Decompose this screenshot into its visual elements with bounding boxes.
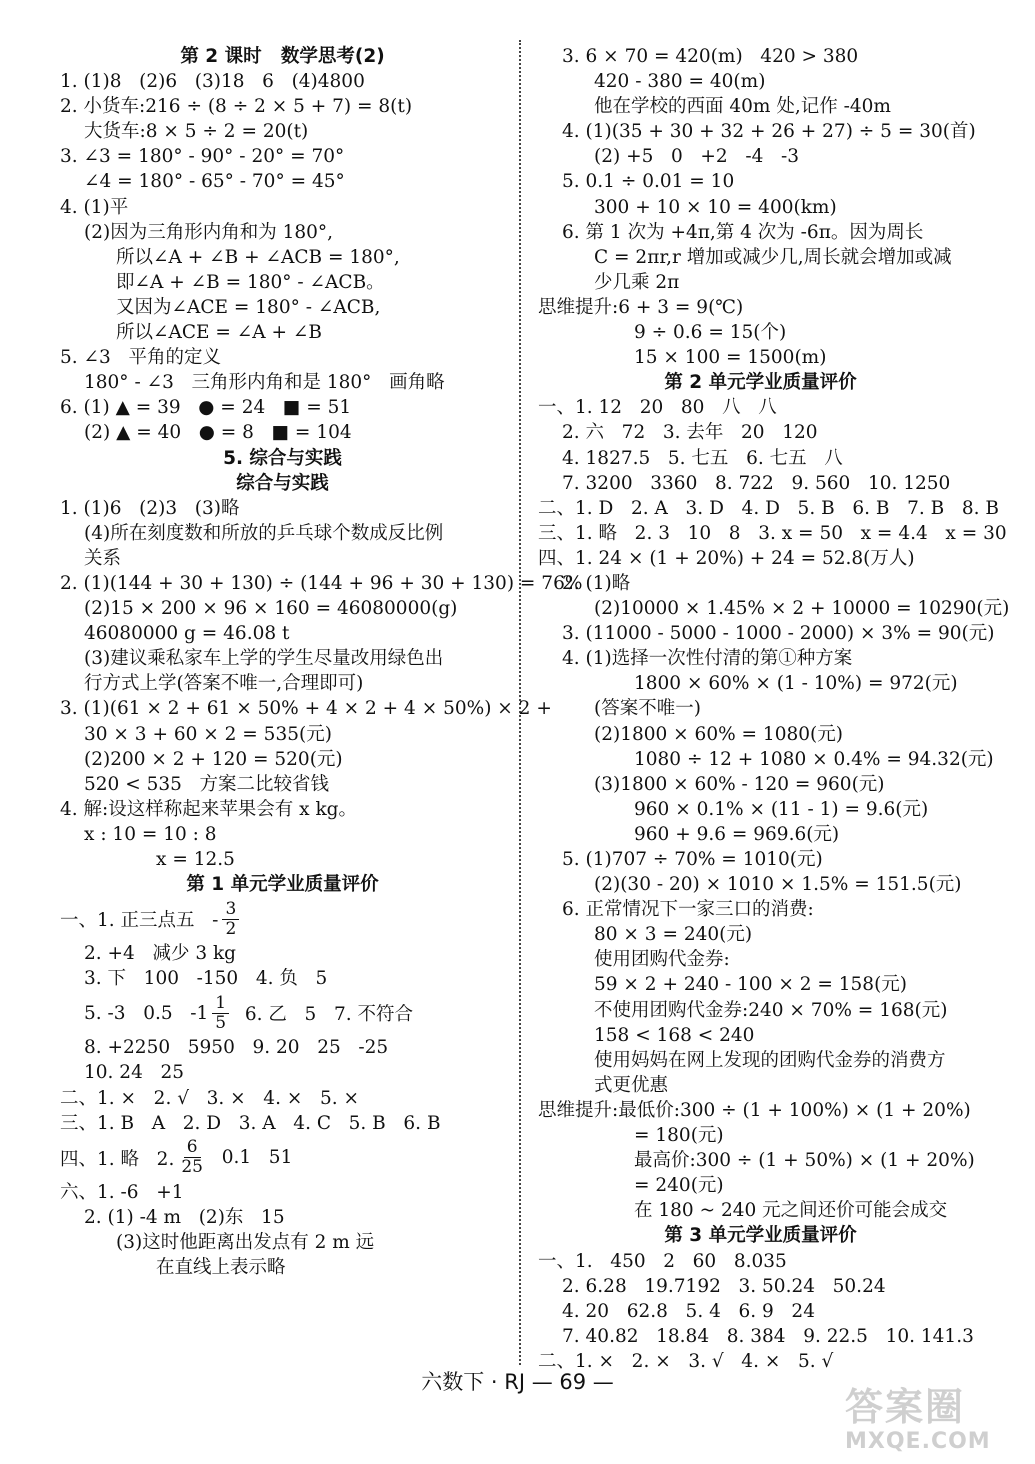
answer-line: (2)(30 - 20) × 1010 × 1.5% = 151.5(元) <box>594 874 962 896</box>
answer-line: 10. 24 25 <box>84 1062 185 1084</box>
answer-line: 4. 解:设这样称起来苹果会有 x kg。 <box>60 798 358 820</box>
section-heading: 第 1 单元学业质量评价 <box>186 874 379 896</box>
answer-line: 2. 6.28 19.7192 3. 50.24 50.24 <box>562 1275 886 1297</box>
fraction <box>222 900 239 939</box>
answer-line: (4)所在刻度数和所放的乒乓球个数成反比例 <box>84 522 444 544</box>
answer-line: C = 2πr,r 增加或减少几,周长就会增加或减 <box>594 246 952 268</box>
answer-line: 2. 六 72 3. 去年 20 120 <box>562 422 818 444</box>
answer-line: 三、1. B A 2. D 3. A 4. C 5. B 6. B <box>60 1112 441 1134</box>
answer-line: 4. (1)(35 + 30 + 32 + 26 + 27) ÷ 5 = 30(首) <box>562 121 976 143</box>
answer-text: 5. -3 0.5 -1 <box>84 1002 209 1024</box>
answer-line: 1080 ÷ 12 + 1080 × 0.4% = 94.32(元) <box>634 748 994 770</box>
answer-line: 关系 <box>84 547 122 569</box>
answer-line: (2) ▲ = 40 ● = 8 ■ = 104 <box>84 422 352 444</box>
answer-line: 80 × 3 = 240(元) <box>594 924 753 946</box>
answer-line: (3)建议乘私家车上学的学生尽量改用绿色出 <box>84 648 444 670</box>
answer-text: 一、1. 正三点五 - <box>60 910 219 932</box>
answer-line: 9 ÷ 0.6 = 15(个) <box>634 322 787 344</box>
answer-line: 7. 3200 3360 8. 722 9. 560 10. 1250 <box>562 472 951 494</box>
left-column <box>60 44 583 1280</box>
answer-line: 4. 20 62.8 5. 4 6. 9 24 <box>562 1300 815 1322</box>
answer-line: 2. (1) -4 m (2)东 15 <box>84 1206 285 1228</box>
answer-line: 6. (1) ▲ = 39 ● = 24 ■ = 51 <box>60 397 352 419</box>
answer-line: 式更优惠 <box>594 1074 669 1096</box>
answer-line: 三、1. 略 2. 3 10 8 3. x = 50 x = 4.4 x = 30 <box>538 522 1007 544</box>
answer-line: 二、1. × 2. × 3. √ 4. × 5. √ <box>538 1350 834 1372</box>
answer-line: 使用妈妈在网上发现的团购代金券的消费方 <box>594 1049 946 1071</box>
watermark-logo <box>845 1376 1025 1458</box>
answer-line: 不使用团购代金券:240 × 70% = 168(元) <box>594 999 948 1021</box>
answer-line: 1. (1)6 (2)3 (3)略 <box>60 497 240 519</box>
answer-line: 960 + 9.6 = 969.6(元) <box>634 823 840 845</box>
answer-line: 3. (11000 - 5000 - 1000 - 2000) × 3% = 90(元) <box>562 623 995 645</box>
section-heading: 第 3 单元学业质量评价 <box>664 1225 857 1247</box>
answer-line: (2) +5 0 +2 -4 -3 <box>594 146 800 168</box>
answer-line: 15 × 100 = 1500(m) <box>634 347 827 369</box>
answer-line: (答案不唯一) <box>594 698 701 720</box>
answer-line: 7. 40.82 18.84 8. 384 9. 22.5 10. 141.3 <box>562 1325 974 1347</box>
answer-line: 30 × 3 + 60 × 2 = 535(元) <box>84 723 332 745</box>
answer-line-fraction <box>60 1136 505 1180</box>
fraction-denominator: 5 <box>215 1012 227 1033</box>
answer-line: 二、1. × 2. √ 3. × 4. × 5. × <box>60 1087 360 1109</box>
answer-line: 420 - 380 = 40(m) <box>594 71 766 93</box>
answer-line: 1. (1)8 (2)6 (3)18 6 (4)4800 <box>60 71 365 93</box>
watermark-url: MXQE.COM <box>845 1429 991 1454</box>
answer-line: 思维提升:6 + 3 = 9(℃) <box>538 296 744 318</box>
answer-line: (2)因为三角形内角和为 180°, <box>84 221 334 243</box>
answer-line: 一、1. 12 20 80 八 八 <box>538 397 777 419</box>
answer-line: 4. 1827.5 5. 七五 6. 七五 八 <box>562 447 843 469</box>
answer-line: = 180(元) <box>634 1125 724 1147</box>
answer-line: (3)1800 × 60% - 120 = 960(元) <box>594 773 885 795</box>
answer-line: 2. +4 减少 3 kg <box>84 943 237 965</box>
answer-text: 四、1. 略 2. <box>60 1148 175 1170</box>
answer-line: 使用团购代金券: <box>594 949 730 971</box>
answer-line: ∠4 = 180° - 65° - 70° = 45° <box>84 171 345 193</box>
answer-line: 4. (1)选择一次性付清的第①种方案 <box>562 648 853 670</box>
section-heading: 综合与实践 <box>236 472 329 494</box>
answer-line: 所以∠ACE = ∠A + ∠B <box>116 322 323 344</box>
answer-line: 3. 下 100 -150 4. 负 5 <box>84 968 328 990</box>
answer-line: x = 12.5 <box>156 849 235 870</box>
fraction <box>178 1138 206 1177</box>
fraction-denominator: 25 <box>181 1157 203 1178</box>
answer-line: 520 < 535 方案二比较省钱 <box>84 773 330 795</box>
answer-line: 960 × 0.1% × (11 - 1) = 9.6(元) <box>634 798 929 820</box>
section-heading: 第 2 课时 数学思考(2) <box>180 46 385 67</box>
answer-line: 二、1. D 2. A 3. D 4. D 5. B 6. B 7. B 8. B <box>538 497 999 519</box>
answer-line: 46080000 g = 46.08 t <box>84 623 290 645</box>
answer-line: 即∠A + ∠B = 180° - ∠ACB。 <box>116 271 385 293</box>
watermark-title: 答案圈 <box>845 1385 966 1429</box>
answer-line: 六、1. -6 +1 <box>60 1181 184 1203</box>
answer-text: 6. 乙 5 7. 不符合 <box>233 1004 413 1026</box>
answer-line: 8. +2250 5950 9. 20 25 -25 <box>84 1037 389 1059</box>
fraction-denominator: 2 <box>225 918 237 939</box>
fraction-numerator: 3 <box>222 900 239 920</box>
answer-text: 0.1 51 <box>209 1147 293 1169</box>
answer-line: 四、1. 24 × (1 + 20%) + 24 = 52.8(万人) <box>538 547 915 569</box>
answer-line: 5. 0.1 ÷ 0.01 = 10 <box>562 171 735 193</box>
answer-line: 在直线上表示略 <box>156 1257 286 1279</box>
answer-line: 又因为∠ACE = 180° - ∠ACB, <box>116 296 381 318</box>
answer-line: (3)这时他距离出发点有 2 m 远 <box>116 1231 375 1253</box>
answer-line: 少几乘 2π <box>594 271 680 293</box>
answer-line: 思维提升:最低价:300 ÷ (1 + 100%) × (1 + 20%) <box>538 1099 971 1121</box>
answer-line: (2)1800 × 60% = 1080(元) <box>594 723 843 745</box>
answer-line: 4. (1)平 <box>60 196 129 218</box>
answer-line: 2. (1)(144 + 30 + 130) ÷ (144 + 96 + 30 + 130) = 76% <box>60 572 583 594</box>
answer-line: 最高价:300 ÷ (1 + 50%) × (1 + 20%) <box>634 1150 975 1172</box>
answer-line: 6. 正常情况下一家三口的消费: <box>562 899 814 921</box>
answer-line: 180° - ∠3 三角形内角和是 180° 画角略 <box>84 372 445 394</box>
answer-line: = 240(元) <box>634 1175 724 1197</box>
answer-line: 3. 6 × 70 = 420(m) 420 > 380 <box>562 46 859 67</box>
answer-line: x : 10 = 10 : 8 <box>84 823 217 845</box>
fraction <box>212 994 229 1033</box>
answer-line: 2. (1)略 <box>562 572 631 594</box>
answer-line: 300 + 10 × 10 = 400(km) <box>594 196 837 218</box>
answer-line: (2)10000 × 1.45% × 2 + 10000 = 10290(元) <box>594 598 1010 620</box>
answer-line: 所以∠A + ∠B + ∠ACB = 180°, <box>116 246 400 268</box>
page-footer: 六数下 · RJ — 69 — <box>421 1370 614 1394</box>
fraction-numerator: 6 <box>184 1138 201 1158</box>
answer-line: 他在学校的西面 40m 处,记作 -40m <box>594 96 891 118</box>
answer-line: 一、1. 450 2 60 8.035 <box>538 1250 787 1272</box>
fraction-numerator: 1 <box>212 994 229 1014</box>
answer-line: 2. 小货车:216 ÷ (8 ÷ 2 × 5 + 7) = 8(t) <box>60 96 413 118</box>
answer-line-fraction <box>60 991 505 1035</box>
answer-line: (2)15 × 200 × 96 × 160 = 46080000(g) <box>84 598 458 620</box>
answer-line-fraction <box>60 897 505 941</box>
answer-line: 3. ∠3 = 180° - 90° - 20° = 70° <box>60 146 345 168</box>
right-column <box>538 44 1010 1374</box>
answer-line: 5. (1)707 ÷ 70% = 1010(元) <box>562 849 823 870</box>
answer-line: 1800 × 60% × (1 - 10%) = 972(元) <box>634 673 958 695</box>
answer-line: (2)200 × 2 + 120 = 520(元) <box>84 748 343 770</box>
answer-line: 大货车:8 × 5 ÷ 2 = 20(t) <box>84 121 309 143</box>
section-heading: 第 2 单元学业质量评价 <box>664 372 857 394</box>
answer-line: 在 180 ~ 240 元之间还价可能会成交 <box>634 1200 948 1222</box>
answer-line: 行方式上学(答案不唯一,合理即可) <box>84 673 364 695</box>
section-heading: 5. 综合与实践 <box>223 447 342 469</box>
answer-line: 158 < 168 < 240 <box>594 1024 755 1046</box>
answer-line: 59 × 2 + 240 - 100 × 2 = 158(元) <box>594 974 908 996</box>
answer-line: 5. ∠3 平角的定义 <box>60 347 221 369</box>
answer-line: 6. 第 1 次为 +4π,第 4 次为 -6π。因为周长 <box>562 221 924 243</box>
answer-line: 3. (1)(61 × 2 + 61 × 50% + 4 × 2 + 4 × 50%) × 2 + <box>60 698 552 720</box>
